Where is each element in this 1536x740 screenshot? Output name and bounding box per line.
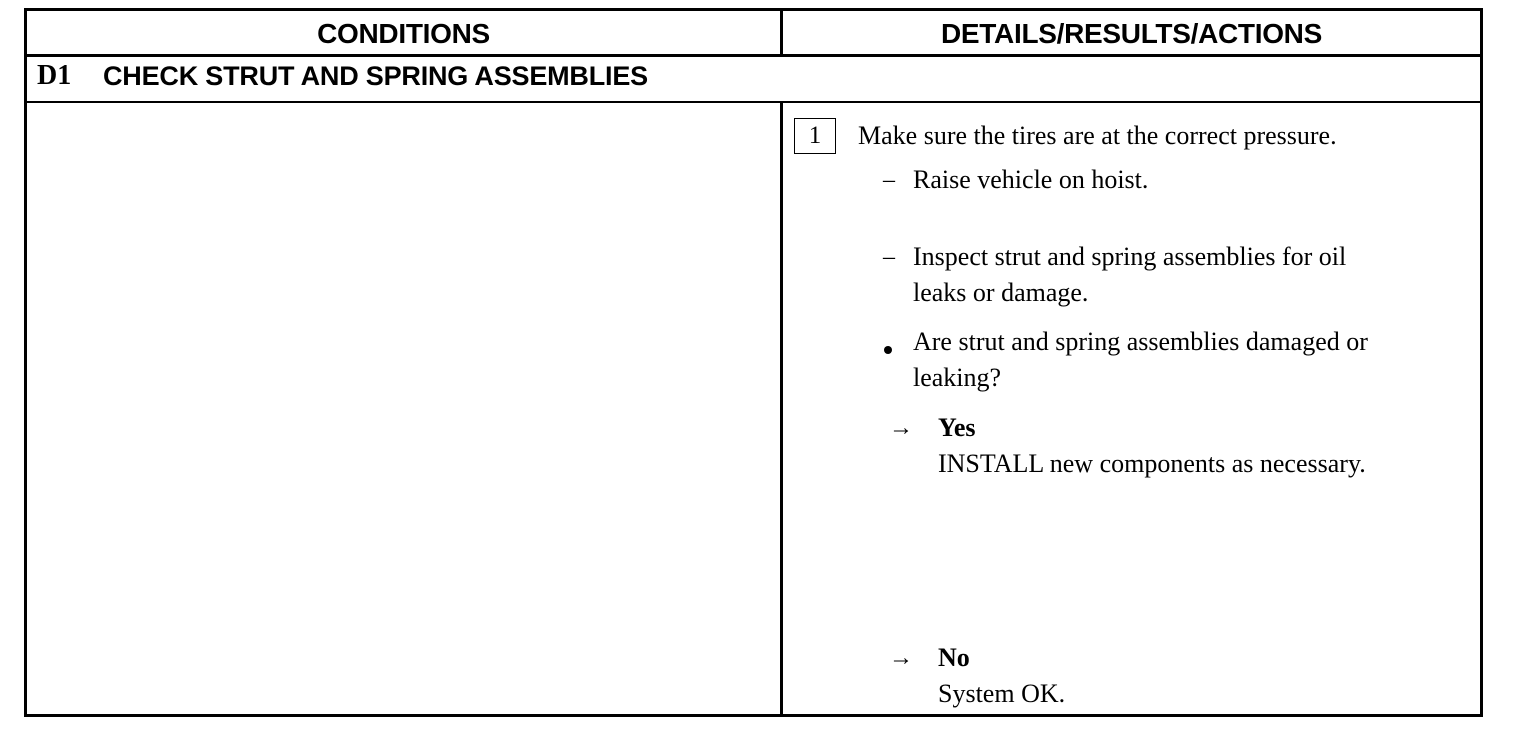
substep-inspect-line2: leaks or damage. xyxy=(913,278,1089,307)
question-line1: Are strut and spring assemblies damaged or xyxy=(913,327,1368,356)
details-column-header: DETAILS/RESULTS/ACTIONS xyxy=(941,18,1322,49)
section-header-row xyxy=(27,57,1480,103)
yes-label: Yes xyxy=(938,413,976,442)
table-header-row xyxy=(27,11,1480,57)
section-title: CHECK STRUT AND SPRING ASSEMBLIES xyxy=(103,61,648,91)
arrow-right-icon: → xyxy=(889,415,913,441)
step-number-box: 1 xyxy=(794,118,836,154)
dash-icon: – xyxy=(883,244,895,270)
details-cell xyxy=(783,103,1480,717)
yes-action: INSTALL new components as necessary. xyxy=(938,449,1366,478)
arrow-right-icon: → xyxy=(889,645,913,671)
column-divider-header xyxy=(780,11,783,57)
no-label: No xyxy=(938,643,970,672)
diagnostic-table xyxy=(24,8,1483,717)
no-action: System OK. xyxy=(938,679,1066,708)
dash-icon: – xyxy=(883,167,895,193)
substep-inspect-line1: Inspect strut and spring assemblies for oil xyxy=(913,242,1347,271)
question-line2: leaking? xyxy=(913,363,1002,392)
bullet-icon xyxy=(884,346,892,354)
step-instruction: Make sure the tires are at the correct pressure. xyxy=(858,121,1337,150)
section-code: D1 xyxy=(37,60,72,91)
substep-raise-vehicle: Raise vehicle on hoist. xyxy=(913,165,1149,194)
conditions-column-header: CONDITIONS xyxy=(317,18,490,49)
